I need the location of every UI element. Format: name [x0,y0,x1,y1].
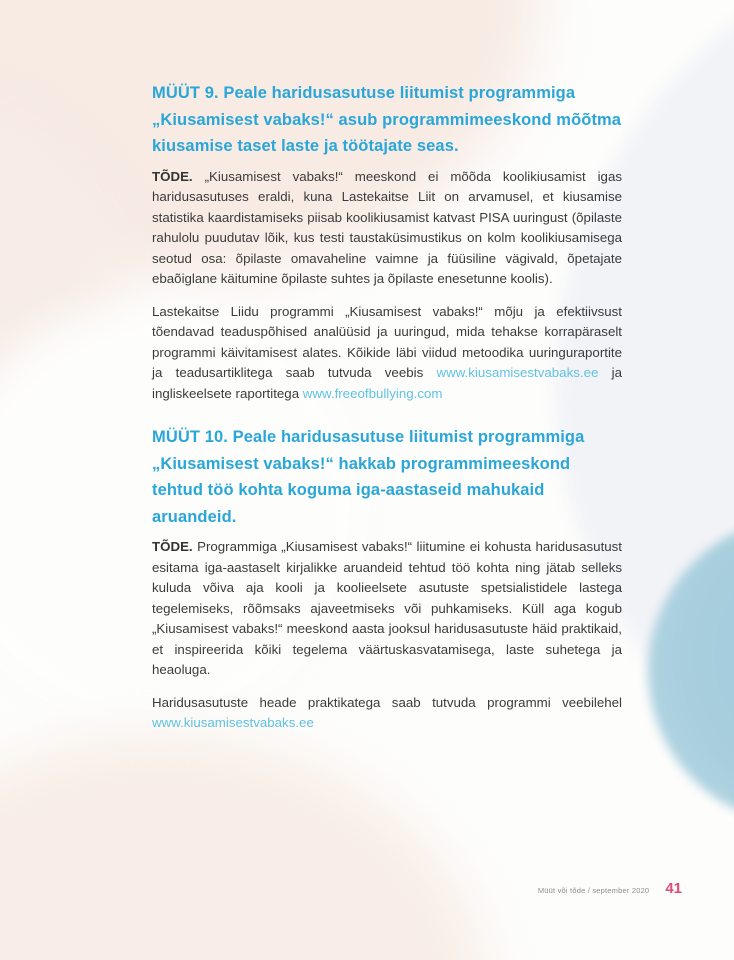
myth9-paragraph-2-text-2: ja ingliskeelsete raportitega [152,365,622,401]
link-kiusamisestvabaks-2[interactable]: www.kiusamisestvabaks.ee [152,715,314,730]
myth10-heading: MÜÜT 10. Peale haridusasutuse liitumist programmiga „Kiusamisest vabaks!“ hakkab programmimeeskond tehtud töö kohta koguma iga-aastaseid mahukaid aruandeid. [152,428,585,526]
myth10-paragraph-2 [152,693,622,734]
myth10-paragraph-2-text: Haridusasutuste heade praktikatega saab tutvuda programmi veebilehel [152,694,622,710]
page-footer [538,880,682,897]
myth9-paragraph-2-text-1: Lastekaitse Liidu programmi „Kiusamisest vabaks!“ mõju ja efektiivsust tõendavad teaduspõhised analüüsid ja uuringud, mida tehakse korrapäraselt programmi käivitamisest alates. Kõikide läbi viidud metoodika uuringuraportite ja teadusartiklitega saab tutvuda veebis [152,303,622,380]
link-kiusamisestvabaks[interactable]: www.kiusamisestvabaks.ee [436,365,599,380]
text-column [152,80,622,746]
myth10-paragraph-1 [152,537,622,681]
myth9-paragraph-2 [152,302,622,405]
peach-blob-bottom-left [0,735,490,960]
truth-lead-word: TÕDE. [152,539,193,554]
truth-lead-word: TÕDE. [152,168,193,184]
link-freeofbullying[interactable]: www.freeofbullying.com [302,385,443,401]
page-number: 41 [665,880,682,897]
myth10-paragraph-1-text: Programmiga „Kiusamisest vabaks!“ liitumine ei kohusta haridusasutust esitama iga-aastaselt kirjalikke aruandeid tehtud töö kohta ning jätab selleks kuluda võiva aja kooli ja koolieelsete asutuste spetsialistidele lastega tegelemiseks, rõõmsaks ajaveetmiseks või puhkamiseks. Küll aga kogub „Kiusamisest vabaks!“ meeskond aasta jooksul haridusasutuste häid praktikaid, et inspireerida kõiki tegelema väärtuskasvatamisega, laste suhetega ja heaoluga. [152,539,622,677]
myth9-paragraph-1-text: „Kiusamisest vabaks!“ meeskond ei mõõda koolikiusamist igas haridusasutuses eraldi, kuna Lastekaitse Liit on arvamusel, et kiusamise statistika kaardistamiseks piisab koolikiusamist katvast PISA uuringust (õpilaste rahulolu puudutav lõik, kus testi taustaküsimustikus on kolm koolikiusamisega seotud osa: õpilaste omavaheline vaimne ja füüsiline vägivald, õpetajate ebaõiglane käitumine õpilaste suhtes ja õpilaste enesetunne koolis). [152,168,622,286]
myth9-heading: MÜÜT 9. Peale haridusasutuse liitumist programmiga „Kiusamisest vabaks!“ asub programmimeeskond mõõtma kiusamise taset laste ja töötajate seas. [152,84,622,155]
footer-caption: Müüt või tõde / september 2020 [537,886,650,895]
section-spacer [152,416,622,424]
myth9-paragraph-1 [152,167,622,290]
